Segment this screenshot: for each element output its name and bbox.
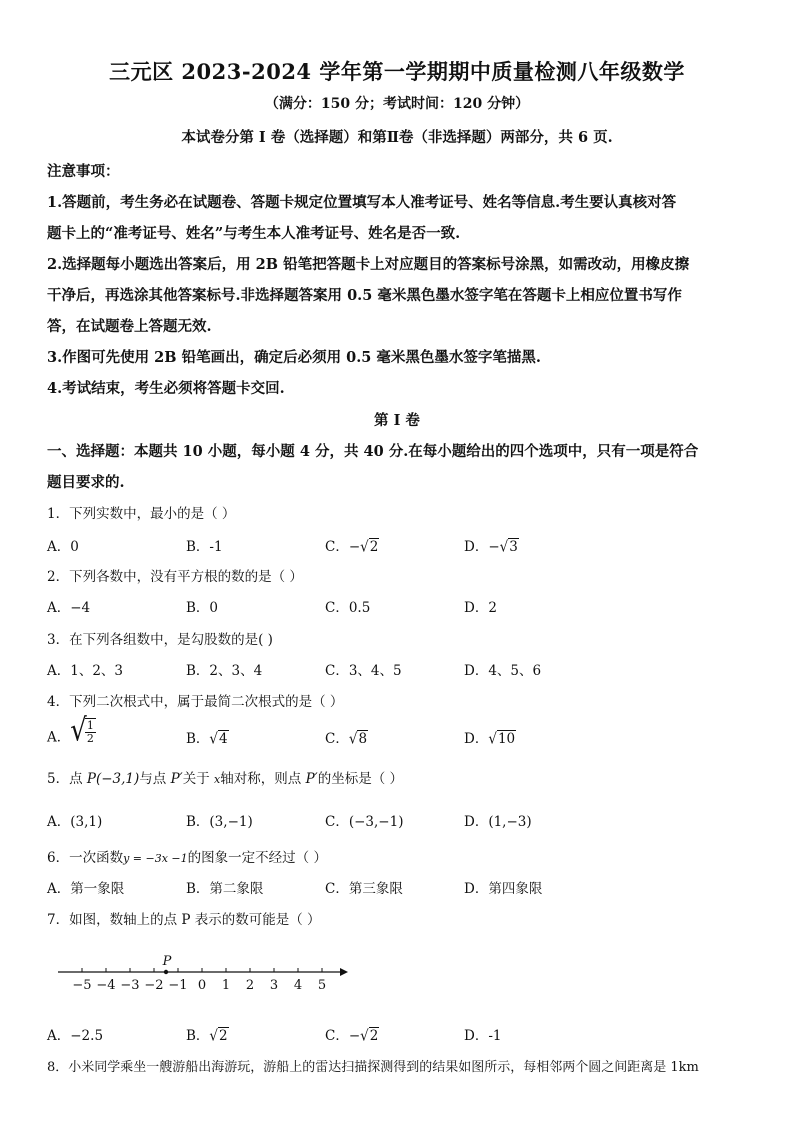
q5-option-b: B．(3,−1) [186,814,253,830]
q4-option-d: D．√10 [464,730,516,748]
q6-stem: 6．一次函数y = −3x −1的图象一定不经过（ ） [47,850,327,866]
exam-intro: 本试卷分第 I 卷（选择题）和第Ⅱ卷（非选择题）两部分，共 6 页. [181,129,613,146]
note-1-line-2: 题卡上的“准考证号、姓名”与考生本人准考证号、姓名是否一致. [47,225,461,242]
q8-stem: 8．小米同学乘坐一艘游船出海游玩，游船上的雷达扫描探测得到的结果如图所示，每相邻两个圆之间距离是 1km [47,1060,699,1075]
number-line-figure [50,950,360,1000]
tick-label: 2 [245,978,255,993]
q7-option-b: B．√2 [186,1027,228,1045]
point-p-label: P [162,954,172,969]
q1-option-b: B．-1 [186,539,223,555]
note-3: 3.作图可先使用 2B 铅笔画出，确定后必须用 0.5 毫米黑色墨水签字笔描黑. [47,349,541,366]
tick-label: 4 [293,978,303,993]
point-p-marker [164,970,168,974]
tick-label: −5 [72,978,92,993]
note-1-line-1: 1.答题前，考生务必在试题卷、答题卡规定位置填写本人准考证号、姓名等信息.考生要认真核对答 [47,194,677,211]
exam-title: 三元区 2023-2024 学年第一学期期中质量检测八年级数学 [109,59,685,84]
tick-label: −4 [96,978,116,993]
q4-option-c: C．√8 [325,730,368,748]
tick-label: −1 [168,978,188,993]
q1-option-d: D．−√3 [464,538,518,556]
score-time: （满分：150 分；考试时间：120 分钟） [264,96,530,112]
q7-stem: 7．如图，数轴上的点 P 表示的数可能是（ ） [47,912,321,928]
part-heading-line-1: 一、选择题：本题共 10 小题，每小题 4 分，共 40 分.在每小题给出的四个选项中，只有一项是符合 [47,443,699,460]
q3-stem: 3．在下列各组数中，是勾股数的是( ) [47,632,273,648]
q1-option-a: A．0 [47,539,79,555]
q1-c-radicand: 2 [369,539,379,555]
tick-label: −3 [120,978,140,993]
tick-label: 0 [197,978,207,993]
q7-option-a: A．−2.5 [47,1028,104,1044]
q6-option-c: C．第三象限 [325,881,403,897]
q3-option-c: C．3、4、5 [325,663,402,679]
q5-stem: 5．点 P(−3,1)与点 P′关于 x轴对称，则点 P′的坐标是（ ） [47,771,404,787]
q1-stem: 1．下列实数中，最小的是（ ） [47,506,236,522]
q4-stem: 4．下列二次根式中，属于最简二次根式的是（ ） [47,694,344,710]
tick-label: 1 [221,978,231,993]
note-2-line-3: 答，在试题卷上答题无效. [47,318,212,335]
note-2-line-1: 2.选择题每小题选出答案后，用 2B 铅笔把答题卡上对应题目的答案标号涂黑，如需改动，用橡皮擦 [47,256,690,273]
q7-option-c: C．−√2 [325,1027,379,1045]
q4-a-fraction: $\frac{1}{2}$ [86,718,94,745]
q6-function: y = −3x −1 [123,852,188,865]
number-line [58,954,348,993]
q3-option-a: A．1、2、3 [47,663,124,679]
q2-option-b: B．0 [186,600,219,616]
q2-option-c: C．0.5 [325,600,371,616]
q7-option-d: D．-1 [464,1028,502,1044]
arrow-head-icon [340,968,348,976]
q2-option-d: D．2 [464,600,497,616]
q5-option-d: D．(1,−3) [464,814,532,830]
q6-option-a: A．第一象限 [47,881,125,897]
q6-option-d: D．第四象限 [464,881,543,897]
q6-option-b: B．第二象限 [186,881,264,897]
note-4: 4.考试结束，考生必须将答题卡交回. [47,380,285,397]
q4-option-a: A． √ $\frac{1}{2}$ [47,713,94,749]
note-2-line-2: 干净后，再选涂其他答案标号.非选择题答案用 0.5 毫米黑色墨水签字笔在答题卡上相应位置书写作 [47,287,682,304]
notes-heading: 注意事项： [47,163,120,180]
q2-stem: 2．下列各数中，没有平方根的数的是（ ） [47,569,303,585]
q5-option-a: A．(3,1) [47,814,103,830]
volume-heading: 第 I 卷 [374,412,420,429]
part-heading-line-2: 题目要求的. [47,474,125,491]
tick-label: 3 [269,978,279,993]
q5-point-p: P(−3,1) [86,771,140,787]
tick-label: −2 [144,978,164,993]
q4-option-b: B．√4 [186,730,228,748]
tick-label: 5 [317,978,327,993]
q3-option-b: B．2、3、4 [186,663,263,679]
q3-option-d: D．4、5、6 [464,663,542,679]
q1-option-c: C．−√2 [325,538,379,556]
q1-d-radicand: 3 [509,539,518,555]
q5-option-c: C．(−3,−1) [325,814,404,830]
q2-option-a: A．−4 [47,600,91,616]
